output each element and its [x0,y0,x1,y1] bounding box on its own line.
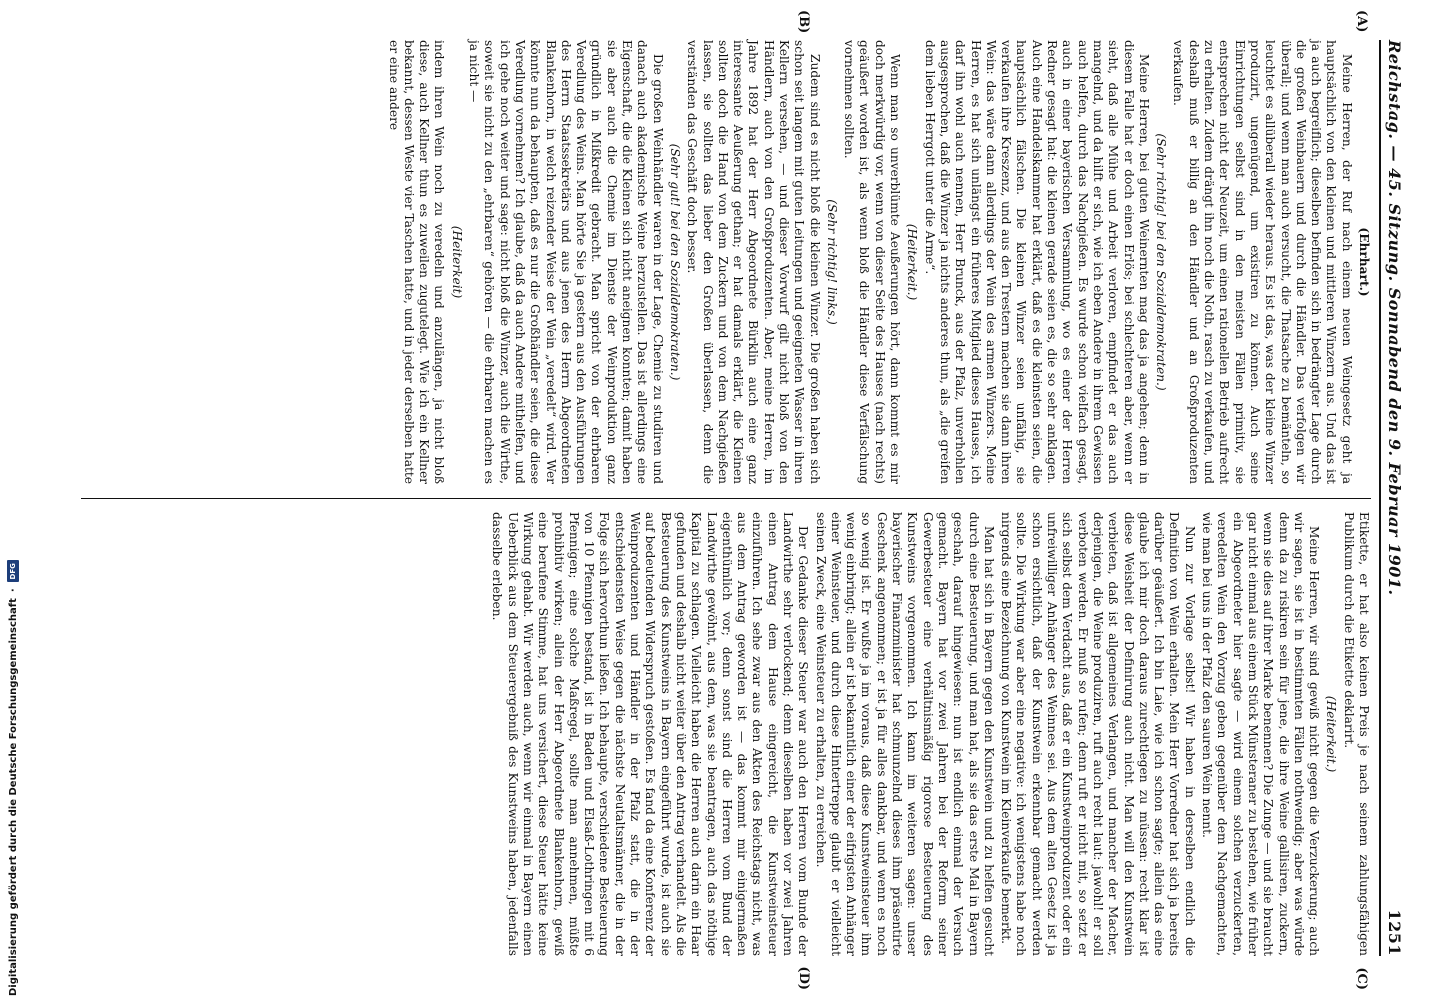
left-column [81,10,1371,484]
interjection: (Heiterkeit) [449,225,464,299]
right-column [81,512,1371,990]
page-title: Reichstag. — 45. Sitzung. Sonnabend den 9. Februar 1901. [1385,40,1404,596]
margin-marker-d: (D) [796,966,811,990]
interjection: (Sehr richtig! bei den Sozialdemokraten.) [1154,133,1169,391]
paragraph: Nun zur Vorlage selbst! Wir haben in derselben endlich die Definition von Wein erhalten. Mein Herr Vorredner hat sich ja bereits darüber geäußert. Ich bin Laie, wie ich schon sagte; allein das eine glaube ich mir doch daraus zurechtlegen zu müssen: recht klar ist diese Weisheit der Definirung auch nicht. Man will den Kunstwein verbieten, daß ist allgemeines Verlangen, und mancher der Macher, derjenigen, die Weine produziren, ruft auch recht laut: jawohl! er soll verboten werden. Er muß so rufen; denn ruft er nicht mit, so setzt er sich selbst dem Verdacht aus, daß er ein Kunstweinproduzent oder ein unfreiwilliger Anhänger des Weinnes sei. Aus dem alten Gesetz ist ja schon ersichtlich, daß der Kunstwein erkennbar gemacht werden sollte. Die Wirkung war aber eine negative: ich wenigstens habe noch nirgends eine Bezeichnung von Kunstwein im Kleinverkaufe bemerkt. [999,512,1197,956]
paragraph: Man hat sich in Bayern gegen den Kunstwein und zu helfen gesucht durch eine Besteuerung, und man hat, als sie das erste Mal in Bayern geschah, darauf hingewiesen: nun ist endlich einmal der Versuch gemacht. Bayern hat vor zwei Jahren bei der Reform seiner Gewerbesteuer eine verhältnismäßig rigorose Besteuerung des Kunstweins vorgenommen. Ich kann im weiteren sagen: unser bayerischer Finanzminister hat schmunzelnd dieses ihm präsentirte Geschenk angenommen; er ist ja für alles dankbar, und wenn es noch so wenig ist. Er wußte ja im voraus, daß diese Kunstweinsteuer ihm wenig einbringt; allein er ist bekanntlich einer der eifrigsten Anhänger einer Weinsteuer, und durch diese Hintertreppe glaubt er vielleicht seinen Zweck, eine Weinsteuer zu erhalten, zu erreichen. [813,512,996,956]
paragraph: Wenn man so unverblümte Aeußerungen hört, dann kommt es mir doch merkwürdig vor, wenn von dieser Seite des Hauses (nach rechts) geäußert worden ist, als wenn bloß die Händler diese Verfälschung vornehmen sollten. [842,40,903,484]
digitization-credit: Digitalisierung gefördert durch die Deutsche Forschungsgemeinschaft · DFG [4,0,22,996]
paragraph: Meine Herren, wir sind gewiß nicht gegen die Verzuckerung; auch wir sagen, sie ist in bestimmten Fällen nothwendig; aber was würde denn da zu riskiren sein für jene, die ihre Weine gallisiren, zuckern, wenn sie dies auf ihrer Marke benennen? Die Zunge — und sie braucht gar nicht einmal aus einem Stück Münsteraner zu bestehen, wie früher ein Abgeordneter hier sagte — wird einem solchen verzuckerten, veredelten Wein den Vorzug geben gegenüber dem Nachgemachten, wie man bei uns in der Pfalz den sauren Wein nennt. [1200,512,1322,956]
interjection: (Heiterkeit.) [905,223,920,301]
interjection: (Sehr richtig! links.) [824,199,839,325]
paragraph: Zudem sind es nicht bloß die kleinen Winzer. Die großen haben sich schon seit langem mit guten Leitungen und geeigneten Wasser in ihren Kellern versehen, — und dieser Vorwurf gilt nicht bloß von den Händlern, auch von den Großproduzenten. Aber, meine Herren, im Jahre 1892 hat der Herr Abgeordnete Bürklin auch eine ganz interessante Aeußerung gethan; er hat damals erklärt, die Kleinen sollten doch die Hand von dem Zuckern und von dem Nachgießen lassen, sie sollten das lieber den Großen überlassen, denn die verständen das Geschäft doch besser. [685,40,822,484]
column-divider [81,498,1371,499]
paragraph: Der Gedanke dieser Steuer war auch den Herren vom Bunde der Landwirthe sehr verlockend; denn dieselben haben vor zwei Jahren einen Antrag dem Hause eingereicht, die Kunstweinsteuer einzuführen. Ich sehe zwar aus den Akten des Reichstags nicht, was aus dem Antrag geworden ist — das kommt mir einigermaßen eigenthümlich vor; denn sonst sind die Herren vom Bund der Landwirthe gewöhnt, aus dem, was sie beantragen, auch das nöthige Kapital zu schlagen. Vielleicht haben die Herren auch darin ein Haar gefunden und deshalb nicht weiter über den Antrag verhandelt. Als die Besteuerung des Kunstweins in Bayern eingeführt wurde, ist auch sie auf bedeutenden Widerspruch gestoßen. Es fand da eine Konferenz der Weinproduzenten und Händler in der Pfalz statt, die in der entschiedensten Weise gegen die nächste Neutaltsmänner, die in der Folge sich hervorthun ließen. Ich behaupte, verschiedene Besteuerung von 10 Pfennigen bestand, ist in Baden und Elsaß-Lothringen mit 6 Pfennigen; eine solche Maßregel, sollte man annehmen, müßte prohibitiv wirken; allein der Herr Abgeordnete Blankenhorn, gewiß eine berufene Stimme, hat uns versichert, diese Steuer hätte keine Wirkung gehabt. Wir werden auch, wenn wir einmal in Bayern einen Ueberblick aus dem Steuerergebniß des Kunstweins haben, jedenfalls dasselbe erleben. [490,512,811,956]
paragraph: Etikette, er hat also keinen Preis je nach seinem zahlungsfähigen Publikum durch die Etikette deklarirt. [1341,512,1371,956]
paragraph: Die großen Weinhändler waren in der Lage, Chemie zu studiren und danach auch akademische Weine herzustellen. Das ist allerdings eine Eigenschaft, die die Kleinen sich nicht aneignen konnten; damit haben sie aber auch die Chemie im Dienste der Weinproduktion ganz gründlich in Mißkredit gebracht. Man spricht von der ehrbaren Veredlung des Weins. Man hörte Sie ja gestern aus den Ausführungen des Herrn Staatssekretärs und aus jenen des Herrn Abgeordneten Blankenhorn, in welch reizender Weise der Wein „veredelt“ wird. Wer könnte nun da behaupten, daß es nur die Großhändler seien, die diese Veredlung vornehmen? Ich glaube, daß da auch Andere mithelfen, und ich gehe noch weiter und sage: nicht bloß die Winzer, auch die Wirthe, soweit sie nicht zu den „ehrbaren“ gehören — die ehrbaren machen es ja nicht — [467,40,665,484]
credit-text: Digitalisierung gefördert durch die Deutsche Forschungsgemeinschaft [7,598,19,996]
paragraph: Meine Herren, der Ruf nach einem neuen Weingesetz geht ja hauptsächlich von den kleinen und mittleren Winzern aus. Und das ist ja auch begreiflich; dieselben befinden sich in bedrängter Lage durch die großen Weinbauern und durch die Händler. Das verfolgen wir überall; und wenn man auch versucht, die Thatsache zu bemänteln, so leuchtet es allüberall wieder heraus. Es ist das, was der kleine Winzer produzirt, ungenügend, um existiren zu können. Auch seine Einrichtungen selbst sind in den meisten Fällen primitiv, sie entsprechen nicht der Neuzeit, um einen rationellen Betrieb aufrecht zu erhalten. Zudem drängt ihn noch die Noth, rasch zu verkaufen, und deshalb muß er billig an den Händler und an Großproduzenten verkaufen. [1171,40,1354,484]
interjection: (Sehr gut! bei den Sozialdemokraten.) [667,143,682,381]
interjection: (Heiterkeit.) [1324,695,1339,773]
text-columns [81,10,1371,990]
page-number: 1251 [1385,909,1404,956]
page-header [1379,40,1404,956]
margin-marker-a: (A) [1354,10,1369,33]
paragraph: indem ihren Wein noch zu veredeln und anzulängen, ja nicht bloß diese, auch Kellner thun es zuweilen zugutelegt. Wie ich ein Kellner bekannt, dessen Weste vier Taschen hatte, und in jeder derselben hatte er eine andere [386,40,447,484]
paragraph: Meine Herren, bei guten Weinernten mag das ja angehen; denn in diesem Falle hat er doch einen Erlös; bei schlechteren aber, wenn er sieht, daß alle Mühe und Arbeit verloren, empfindet er das auch mangelnd, und da hilft er sich, wie ich eben Andere in ihrem Gewissen auch helfen, durch das Nachgießen. Es wurde schon vielfach gesagt, auch in einer bayerischen Versammlung, wo es einer der Herren Redner gesagt hat: die kleinen gerade seien es, die so sehr anklagen. Auch eine Handelskammer hat erklärt, daß es die kleinsten seien, die hauptsächlich fälschen. Die kleinen Winzer seien unfähig, sie verkaufen ihre Kreszenz, und aus den Trestern machen sie dann ihren Wein: das wäre dann allerdings der Wein des armen Winzers. Meine Herren, es hat sich unlängst ein früheres Mitglied dieses Hauses, ich darf ihn wohl auch nennen, Herr Brunck, aus der Pfalz, unverhohlen ausgesprochen, daß die Winzer ja nichts anderes thun, als „die greifen dem lieben Herrgott unter die Arme“. [922,40,1151,484]
dfg-logo: DFG [7,560,19,582]
margin-marker-b: (B) [796,10,811,34]
margin-marker-c: (C) [1354,967,1369,990]
speaker-name: (Ehrhart.) [1357,227,1371,297]
